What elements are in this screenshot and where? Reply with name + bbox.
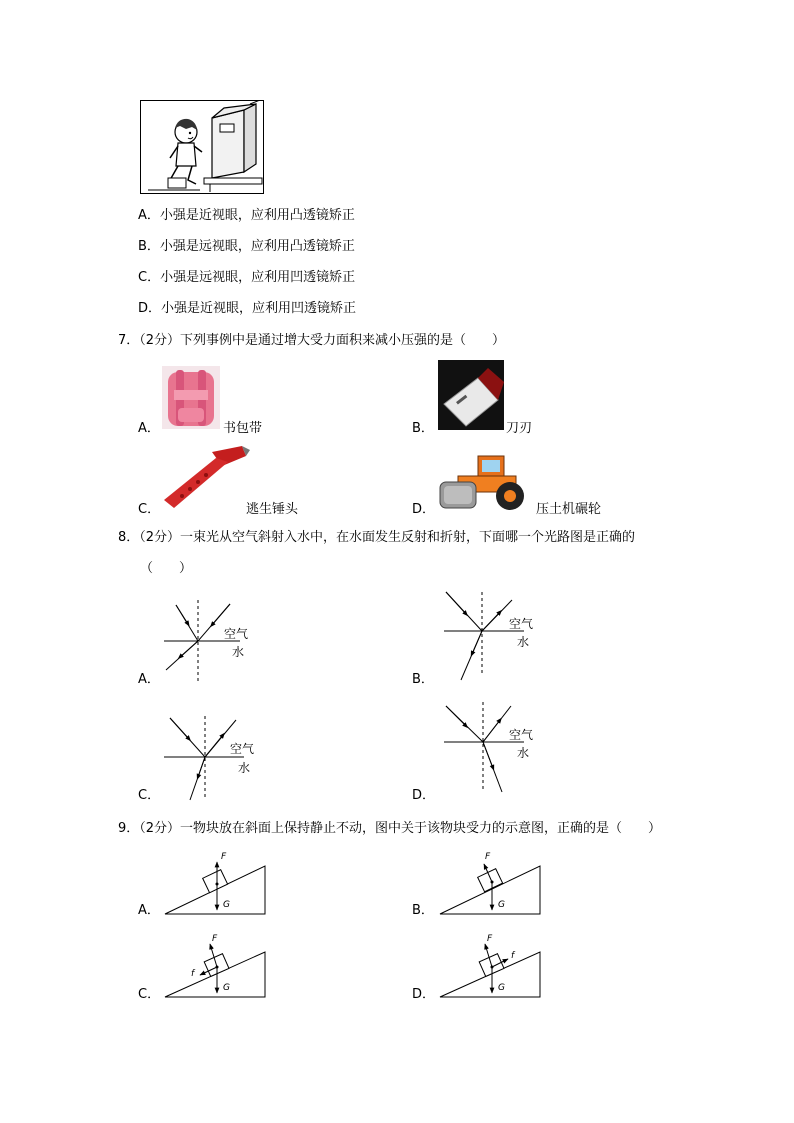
q8-diagram-d <box>444 702 524 792</box>
q9-diagram-b <box>440 864 540 914</box>
q9-option-b[interactable]: B． <box>412 903 434 918</box>
q9-c-force-g-label: G <box>223 983 230 993</box>
q9-diagram-d <box>440 944 540 997</box>
q8-a-air-label: 空气 <box>224 627 249 641</box>
q9-b-force-g-label: G <box>498 900 505 910</box>
q6-option-d[interactable]: D．小强是近视眼，应利用凹透镜矫正 <box>138 301 357 316</box>
q9-d-force-f-label: F <box>487 934 493 944</box>
q8-d-water-label: 水 <box>517 746 530 760</box>
q8-option-b[interactable]: B． <box>412 672 434 687</box>
q8-option-d[interactable]: D． <box>412 788 436 803</box>
q8-b-air-label: 空气 <box>509 617 534 631</box>
q6-option-c[interactable]: C．小强是远视眼，应利用凹透镜矫正 <box>138 270 356 285</box>
q9-c-friction-label: f <box>191 969 195 979</box>
q9-a-force-f-label: F <box>221 852 227 862</box>
q6-option-b[interactable]: B．小强是远视眼，应利用凸透镜矫正 <box>138 239 355 254</box>
q6-option-a[interactable]: A．小强是近视眼，应利用凸透镜矫正 <box>138 208 355 223</box>
q8-a-water-label: 水 <box>232 645 245 659</box>
q8-b-water-label: 水 <box>517 635 530 649</box>
q8-d-air-label: 空气 <box>509 728 534 742</box>
q8-diagram-a <box>164 600 240 684</box>
q9-d-friction-label: f <box>511 951 515 961</box>
q9-option-d[interactable]: D． <box>412 987 436 1002</box>
q9-c-force-f-label: F <box>212 934 218 944</box>
q7-option-c-label: 逃生锤头 <box>246 502 299 517</box>
q9-d-force-g-label: G <box>498 983 505 993</box>
q7-option-c-letter[interactable]: C． <box>138 502 161 517</box>
q7-option-a-letter[interactable]: A． <box>138 421 160 436</box>
q7-option-a-label: 书包带 <box>223 421 263 436</box>
q8-option-c[interactable]: C． <box>138 788 161 803</box>
q9-stem: 9．（2分）一物块放在斜面上保持静止不动，图中关于该物块受力的示意图，正确的是（ ） <box>118 821 662 836</box>
q8-stem: 8．（2分）一束光从空气斜射入水中，在水面发生反射和折射，下面哪一个光路图是正确的 <box>118 530 636 545</box>
q9-option-c[interactable]: C． <box>138 987 161 1002</box>
q7-option-b-letter[interactable]: B． <box>412 421 434 436</box>
q7-option-d-letter[interactable]: D． <box>412 502 436 517</box>
q7-stem: 7．（2分）下列事例中是通过增大受力面积来减小压强的是（ ） <box>118 333 506 348</box>
q9-diagram-a <box>165 862 265 914</box>
q8-stem-cont: （ ） <box>140 561 193 576</box>
q8-option-a[interactable]: A． <box>138 672 160 687</box>
q8-diagram-b <box>444 592 524 680</box>
q9-diagram-c <box>165 944 265 997</box>
q8-c-air-label: 空气 <box>230 742 255 756</box>
q9-option-a[interactable]: A． <box>138 903 160 918</box>
q8-c-water-label: 水 <box>238 761 251 775</box>
q8-diagram-c <box>164 716 244 800</box>
q9-a-force-g-label: G <box>223 900 230 910</box>
q9-b-force-f-label: F <box>485 852 491 862</box>
q7-option-d-label: 压土机碾轮 <box>536 502 602 517</box>
q7-option-b-label: 刀刃 <box>506 421 533 436</box>
